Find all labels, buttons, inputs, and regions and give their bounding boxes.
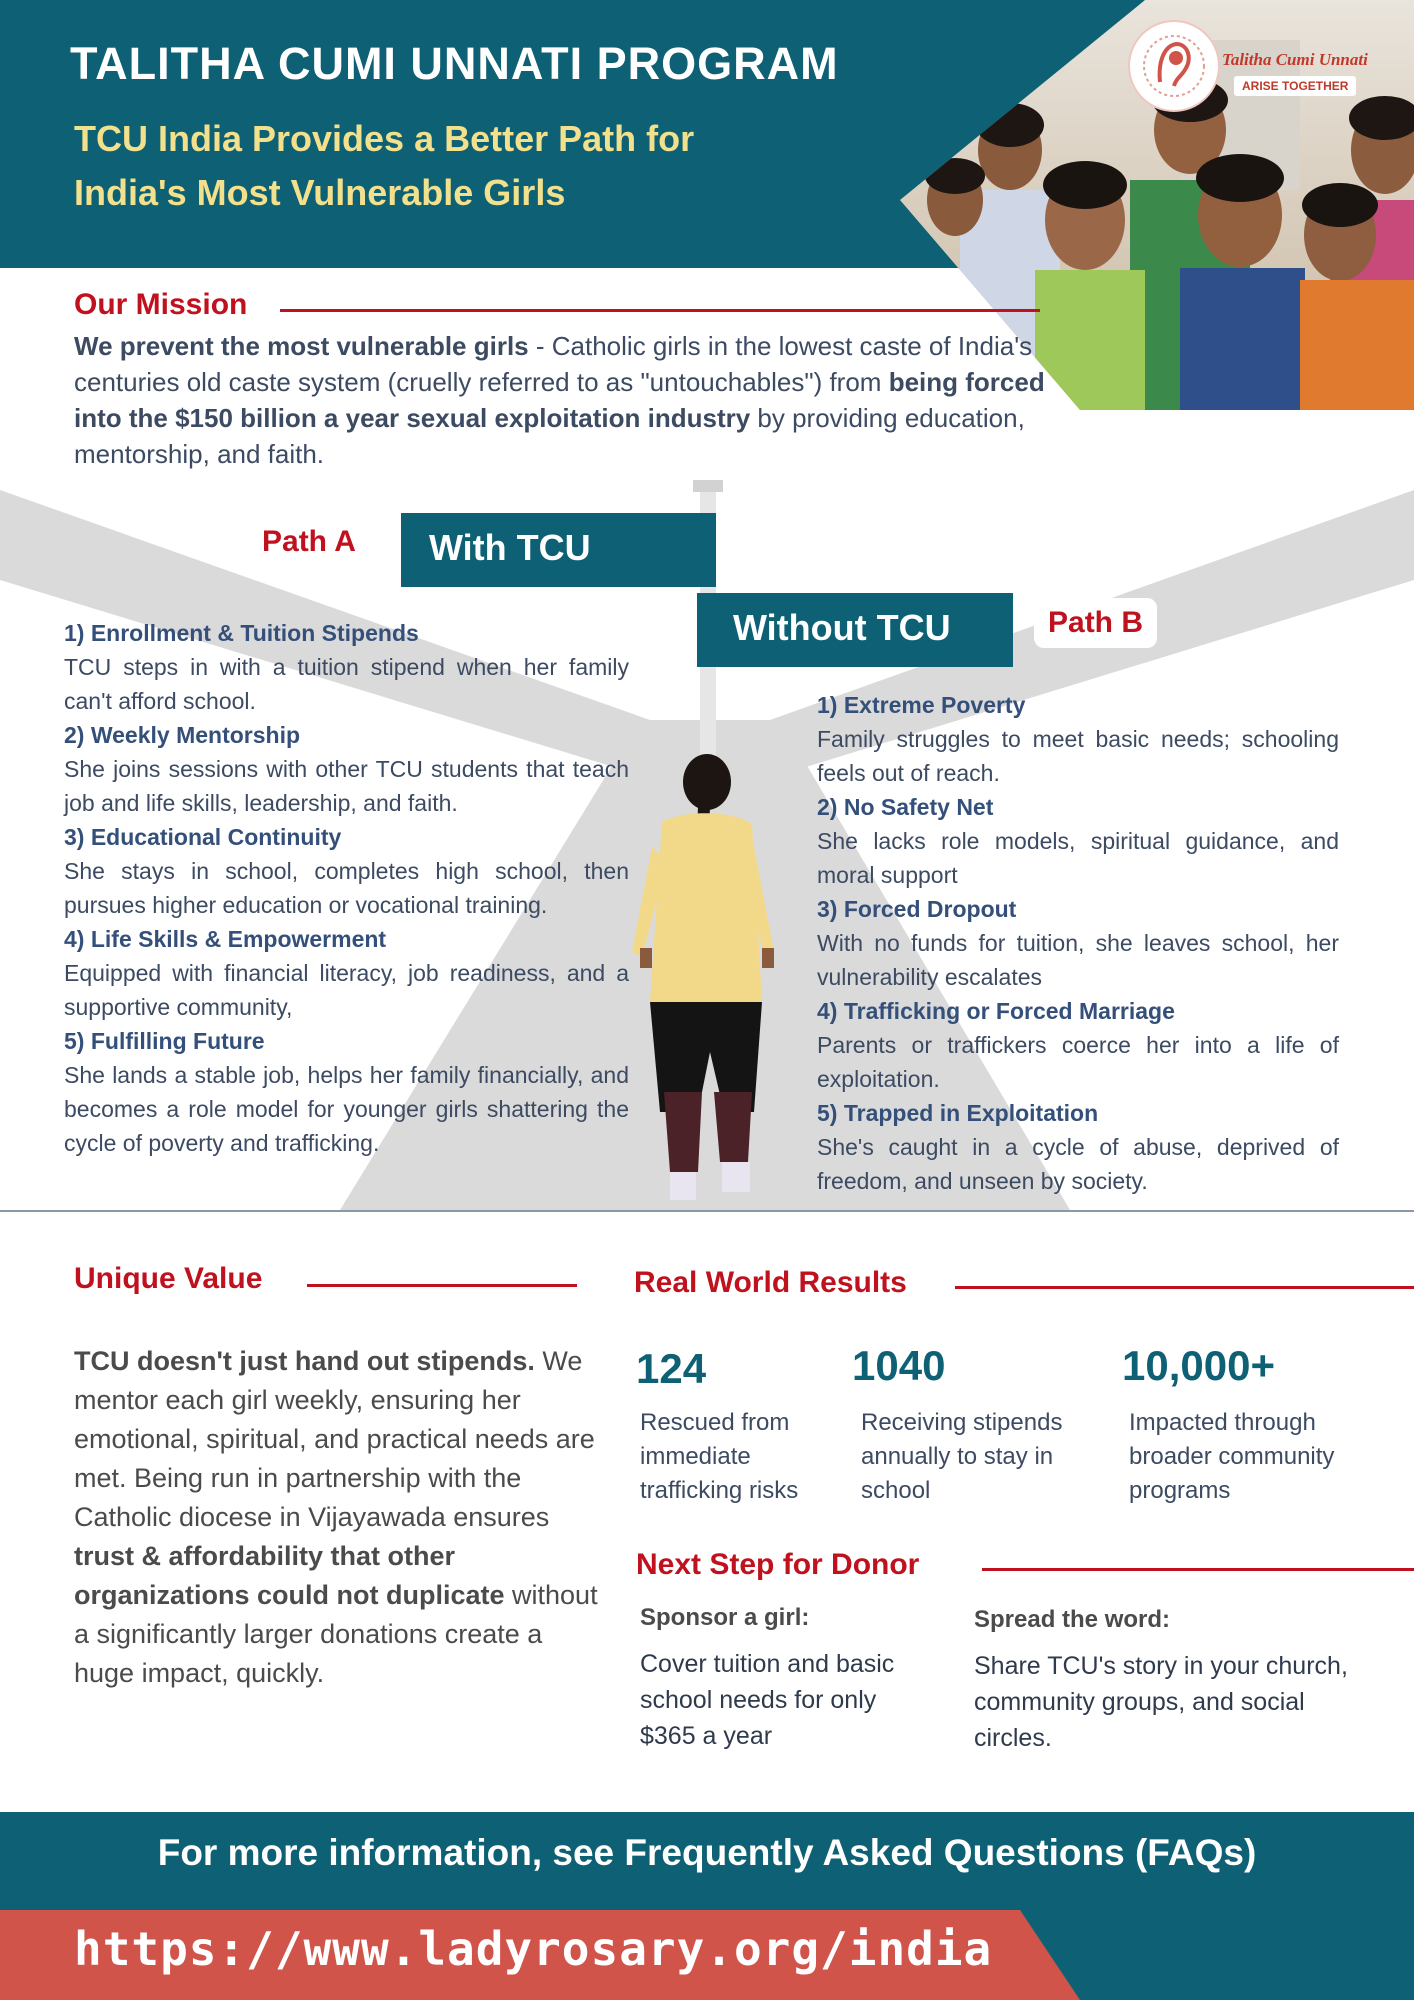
step-title: 2) No Safety Net [817,794,994,820]
step-desc: TCU steps in with a tuition stipend when her family can't afford school. [64,654,629,714]
mission-heading: Our Mission [74,288,248,321]
subtitle-line-2: India's Most Vulnerable Girls [74,172,566,213]
uv-text-2: without a significantly larger donations create a huge impact, quickly. [74,1580,598,1688]
sponsor-title: Sponsor a girl: [640,1604,810,1631]
list-item [817,1096,1339,1198]
mission-bold-2: being forced into the $150 billion a year sexual exploitation industry [74,367,1045,433]
mission-rule [280,309,1040,312]
faq-link-text[interactable]: For more information, see Frequently Asked Questions (FAQs) [157,1832,1257,1873]
spread-desc: Share TCU's story in your church, community groups, and social circles. [974,1652,1348,1752]
list-item [817,688,1339,790]
step-title: 4) Life Skills & Empowerment [64,926,387,952]
stat-desc: Receiving stipends annually to stay in school [861,1409,1063,1504]
step-desc: She lacks role models, spiritual guidance, and moral support [817,828,1339,888]
unique-value-text [74,1342,604,1693]
uv-bold-1: TCU doesn't just hand out stipends. [74,1346,535,1376]
logo-tagline: ARISE TOGETHER [1234,76,1356,96]
program-subtitle [74,112,794,220]
step-title: 3) Educational Continuity [64,824,342,850]
step-desc: Equipped with financial literacy, job readiness, and a supportive community, [64,960,629,1020]
step-title: 2) Weekly Mentorship [64,722,301,748]
stat-number: 1040 [852,1342,946,1389]
list-item [64,820,629,922]
stat-number: 124 [636,1345,707,1392]
unique-value-heading: Unique Value [74,1262,263,1295]
logo-emblem [1128,20,1220,112]
list-item [64,1024,629,1160]
step-desc: With no funds for tuition, she leaves school, her vulnerability escalates [817,930,1339,990]
stat-number: 10,000+ [1122,1342,1275,1389]
logo-name: Talitha Cumi Unnati [1222,50,1368,69]
stat-desc: Impacted through broader community programs [1129,1409,1335,1504]
walking-girl-figure [612,752,792,1222]
step-title: 1) Enrollment & Tuition Stipends [64,620,419,646]
sponsor-desc: Cover tuition and basic school needs for only $365 a year [640,1650,895,1750]
step-desc: She stays in school, completes high school, then pursues higher education or vocational training. [64,858,629,918]
mission-text [74,328,1084,472]
path-b-label: Path B [1034,598,1157,648]
logo-face-icon [1130,22,1218,110]
list-item [64,718,629,820]
uv-bold-2: trust & affordability that other organizations could not duplicate [74,1541,505,1610]
without-tcu-box: Without TCU [697,593,1013,667]
step-title: 5) Fulfilling Future [64,1028,265,1054]
mission-text-2: by providing education, mentorship, and faith. [74,403,1025,469]
donor-heading: Next Step for Donor [636,1548,920,1581]
step-desc: She lands a stable job, helps her family financially, and becomes a role model for younger girls shattering the cycle of poverty and trafficking. [64,1062,629,1156]
list-item [64,616,629,718]
step-desc: Parents or traffickers coerce her into a life of exploitation. [817,1032,1339,1092]
mission-text-1: - Catholic girls in the lowest caste of India's centuries old caste system (cruelly referred to as "untouchables") from [74,331,1033,397]
section-divider [0,1210,1414,1212]
path-b-steps [817,688,1339,1198]
step-title: 1) Extreme Poverty [817,692,1026,718]
list-item [817,790,1339,892]
unique-value-rule [307,1284,577,1287]
path-a-label: Path A [262,525,356,558]
list-item [817,892,1339,994]
results-rule [955,1286,1414,1289]
step-desc: Family struggles to meet basic needs; schooling feels out of reach. [817,726,1339,786]
uv-text-1: We mentor each girl weekly, ensuring her emotional, spiritual, and practical needs are met. Being run in partnership with the Catholic diocese in Vijayawada ensures [74,1346,595,1532]
subtitle-line-1: TCU India Provides a Better Path for [74,118,695,159]
spread-title: Spread the word: [974,1606,1171,1633]
step-desc: She joins sessions with other TCU students that teach job and life skills, leadership, and faith. [64,756,629,816]
results-heading: Real World Results [634,1266,907,1299]
step-title: 3) Forced Dropout [817,896,1017,922]
list-item [817,994,1339,1096]
program-title: TALITHA CUMI UNNATI PROGRAM [70,38,839,89]
step-title: 4) Trafficking or Forced Marriage [817,998,1175,1024]
step-desc: She's caught in a cycle of abuse, deprived of freedom, and unseen by society. [817,1134,1339,1194]
stat-desc: Rescued from immediate trafficking risks [640,1409,799,1504]
path-a-steps [64,616,629,1160]
list-item [64,922,629,1024]
donor-rule [982,1568,1414,1571]
website-link[interactable]: https://www.ladyrosary.org/india [74,1922,993,1976]
with-tcu-box: With TCU [401,513,716,587]
mission-bold-1: We prevent the most vulnerable girls [74,331,529,361]
step-title: 5) Trapped in Exploitation [817,1100,1099,1126]
